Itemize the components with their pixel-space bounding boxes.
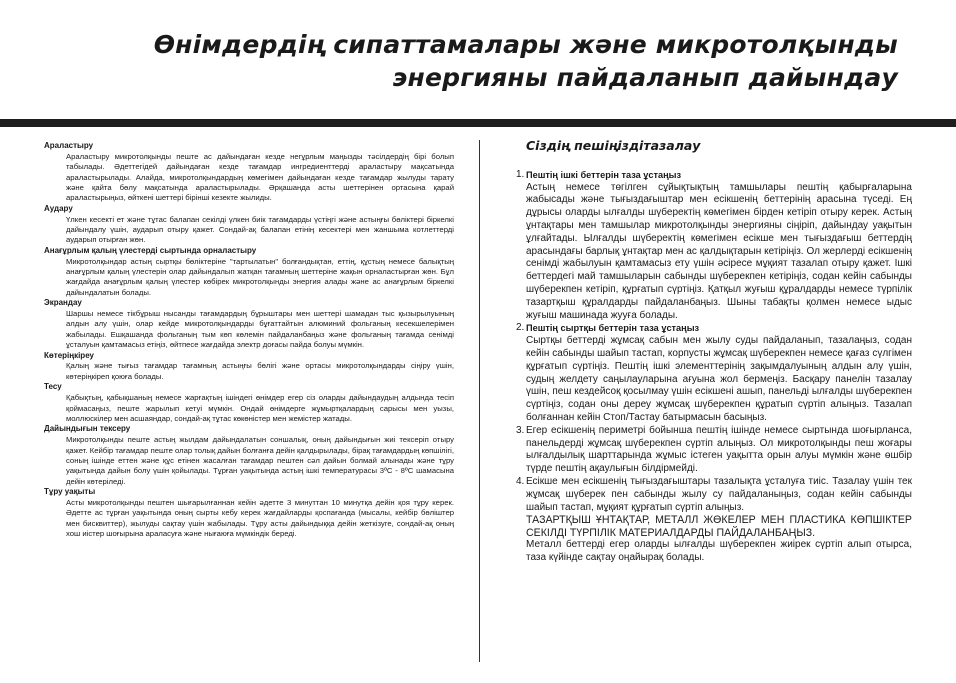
caps-warning: ТАЗАРТҚЫШ ҰНТАҚТАР, МЕТАЛЛ ЖӨКЕЛЕР МЕН ПЛАСТИКА КӨПШІКТЕР СЕКІЛДІ ТҮРПІЛІК МАТЕРИАЛДАРДЫ ПАЙДАЛАНБАҢЫЗ. (526, 514, 912, 539)
item-number: 2. (516, 322, 525, 334)
section-heading: Тұру уақыты (44, 487, 96, 497)
item-number: 4. (516, 475, 525, 487)
section-heading: Көтеріңкіреу (44, 350, 94, 360)
section-text: Араластыру микротолқынды пеште ас дайындаған кезде негұрлым маңызды тәсілдердің бірі болып табылады. Әдеттегідей дайындаған кезде тағамдар ингредиенттерді араластыру мақсатында араластырылады. Алайда, микротолқындардың көмегімен дайындаған кезде тағамдар жылуды тарату және қайта бөлу мақсатында араластырылады. Әрқашанда асты шеттерінен ортасына қарай араластырыңыз, өйткені шеттері бірінші кезекте жылиды. (66, 151, 454, 203)
section-text: Шаршы немесе тікбұрыш нысанды тағамдардың бұрыштары мен шеттері шамадан тыс қызырылуының алдын алу үшін, олар кейде микротолқындарды бұғаттайтын алюминий фольганың кесекшелерімен жабылады. Ешқашанда фольганың тым көп көлемін пайдаланбаңыз және фольганың тағамда сенімді ұсталуын қамтамасыз етіңіз, өйтпесе жағдайда электр доғасы пайда болуы мүмкін. (66, 309, 454, 350)
item-text: Сыртқы беттерді жұмсақ сабын мен жылу суды пайдаланып, тазалаңыз, содан кейін сабынды шайып тастап, корпусты жұмсақ шүберекпен немесе қағаз сүлгімен құрғатып сүртіңіз. Пештің ішкі элементтерінің зақымдалуының алдын алу үшін, судың желдету саңылауларына ағуына жол бермеңіз. Басқару панелін тазалау үшін, пеш кездейсоқ қосылмау үшін есікшені ашып, панельді ылғалды шүберекпен сүртіңіз, содан оны дереу жұмсақ шүберекпен құратып сүртіп алыңыз. Тазалап болғаннан кейін Стоп/Тастау батырмасын басыңыз. (526, 335, 912, 423)
header-rule (0, 119, 956, 127)
section-stirring (44, 141, 454, 204)
cleaning-title: Сіздің пешіңіздітазалау (526, 138, 701, 153)
item-number: 3. (516, 424, 525, 436)
item-heading: Пештің ішкі беттерін таза ұстаңыз (526, 169, 682, 180)
cleaning-item-2 (516, 322, 912, 424)
section-heading: Аудару (44, 203, 73, 213)
section-text: Қалың және тығыз тағамдар тағамның астыңғы бөлігі және ортасы микротолқындарды сіңіру үшін, көтеріңкіреп қоюға болады. (66, 361, 454, 381)
section-heading: Тесу (44, 382, 62, 392)
title-line-1: Өнімдердің сипаттамалары және микротолқынды (153, 30, 898, 59)
item-text: Астың немесе төгілген сұйықтықтың тамшылары пештің қабырғаларына жабысады және тығыздағыштар мен есікшенің беттерінің арасына түседі. Ең дұрысы оларды ылғалды шүберектің көмегімен бірден кетіріп отыру керек. Астың ұнтақтары мен тамшылар микротолқынды энергияны сіңіріп, дайындау уақытын ұлғайтады. Ылғалды шүберектің көмегімен есікше мен тығыздағыш беттердің арасындағы барлық ұнтақтар мен ас қалдықтарын кетіріңіз. Ол жерлерді есікшенің сенімді жабылуын қамтамасыз ету үшін әсіресе мұқият тазалап отыру қажет. Ішкі беттердегі май тамшыларын сабынды шүберекпен кетіріңіз, содан кейін сабынды шүберекпен кетіріп, құрғатып сүртіңіз. Қатқыл жуғыш құралдарды немесе түрпілік тазартқыш құралдарды пайдаланбаңыз. Шыны табақты қолмен немесе ыдыс жуғыш машинада жууға болады. (526, 181, 912, 321)
section-text: Қабықтың, қабықшаның немесе жарғақтың ішіндегі өнімдер егер сіз оларды дайындаудың алдында тесіп қоймасаңыз, пеште жарылып кетуі мүмкін. Ондай өнімдерге жұмыртқалардың сарысы мен уызы, моллюскілер мен асшаяндар, сондай-ақ тұтас көкөністер мен жемістер жатады. (66, 393, 454, 423)
item-heading: Пештің сыртқы беттерін таза ұстаңыз (526, 323, 700, 334)
right-column (516, 140, 912, 565)
left-column (44, 141, 454, 540)
column-divider (479, 140, 480, 662)
item-text: Есікше мен есікшенің тығыздағыштары тазалықта ұсталуға тиіс. Тазалау үшін тек жұмсақ шүберек пен сабынды жылу су пайдаланыңыз, содан кейін сабынды шайып тастап, мұқият құрғатып сүртіп алыңыз. (526, 475, 912, 513)
section-heading: Экрандау (44, 298, 82, 308)
item-text: Егер есікшенің периметрі бойынша пештің ішінде немесе сыртында шоғырланса, панельдерді жұмсақ шүберекпен сүртіп алыңыз. Ол микротолқынды пеш жоғары ылғалдылық шарттарында жұмыс істеген уақытта орын алуы мүмкін және өшбір түрде пештің ақаулығын білдірмейді. (526, 424, 912, 475)
section-arranging (44, 246, 454, 298)
section-elevating (44, 351, 454, 383)
cleaning-item-3 (516, 425, 912, 476)
title-line-2: энергияны пайдаланып дайындау (392, 63, 898, 92)
item-number: 1. (516, 168, 525, 180)
cleaning-item-1 (516, 169, 912, 323)
final-text: Металл беттерді егер оларды ылғалды шүберекпен жиірек сүртіп алып отырса, таза күйінде сақтау оңайырақ болады. (526, 539, 912, 563)
section-shielding (44, 298, 454, 350)
section-text: Микротолқындар астың сыртқы бөліктеріне "тартылатын" болғандықтан, еттің, құстың немесе балықтың анағұрлым қалың үлестерін олар дайындалып жатқан тағамның шеттеріне жақын орналастырған жөн. Бұл жағдайда анағұрлым қалың үлестер көбірек микротолқынды энергия алады және ас анағұрлым біркелкі дайындалатын болады. (66, 256, 454, 297)
section-turning (44, 204, 454, 246)
section-piercing (44, 382, 454, 424)
section-heading: Араластыру (44, 141, 94, 150)
page-title (154, 28, 898, 94)
section-doneness (44, 424, 454, 487)
section-heading: Анағұрлым қалың үлестерді сыртында орналастыру (44, 245, 257, 255)
cleaning-item-4 (516, 476, 912, 565)
section-text: Асты микротолқынды пештен шығарылғаннан кейін әдетте 3 минуттан 10 минутқа дейін қоя тұру керек. Әдетте ас тұрған уақытында оның сырты кебу керек жағдайларды қоспағанда (мысалы, кейбір бөліштер мен бисквиттер), жылуды сақтау үшін жабылады. Тұру асты дайындыққа дейін жеткізуге, сондай-ақ оның хош иістер шоғырына араласуға және нығаюға мүмкіндік береді. (66, 497, 454, 539)
section-text: Үлкен кесекті ет және тұтас балапан секілді үлкен биік тағамдарды үстіңгі және астыңғы бөліктері біркелкі дайындалу үшін, аударып отыру қажет. Сондай-ақ балапан етінің кесектері мен жаншыма котлеттерді аударып отырған жөн. (66, 214, 454, 245)
section-standing-time (44, 487, 454, 539)
section-text: Микротолқынды пеште астың жылдам дайындалатын соншалық, оның дайындығын жиі тексеріп отыру қажет. Кейбір тағамдар пеште олар толық дайын болғанға дейін қалдырылады, бірақ тағамдардың көпшілігі, соның ішінде еттен және құс етінен жасалған тағамдар пештен сәл дайын болмай алынады және тұру уақытында дайын болу үшін қойылады. Тұрған уақытында астың ішкі температурасы 3ºС - 8ºС шамасына дейін көтеріледі. (66, 435, 454, 486)
section-heading: Дайындығын тексеру (44, 424, 131, 434)
